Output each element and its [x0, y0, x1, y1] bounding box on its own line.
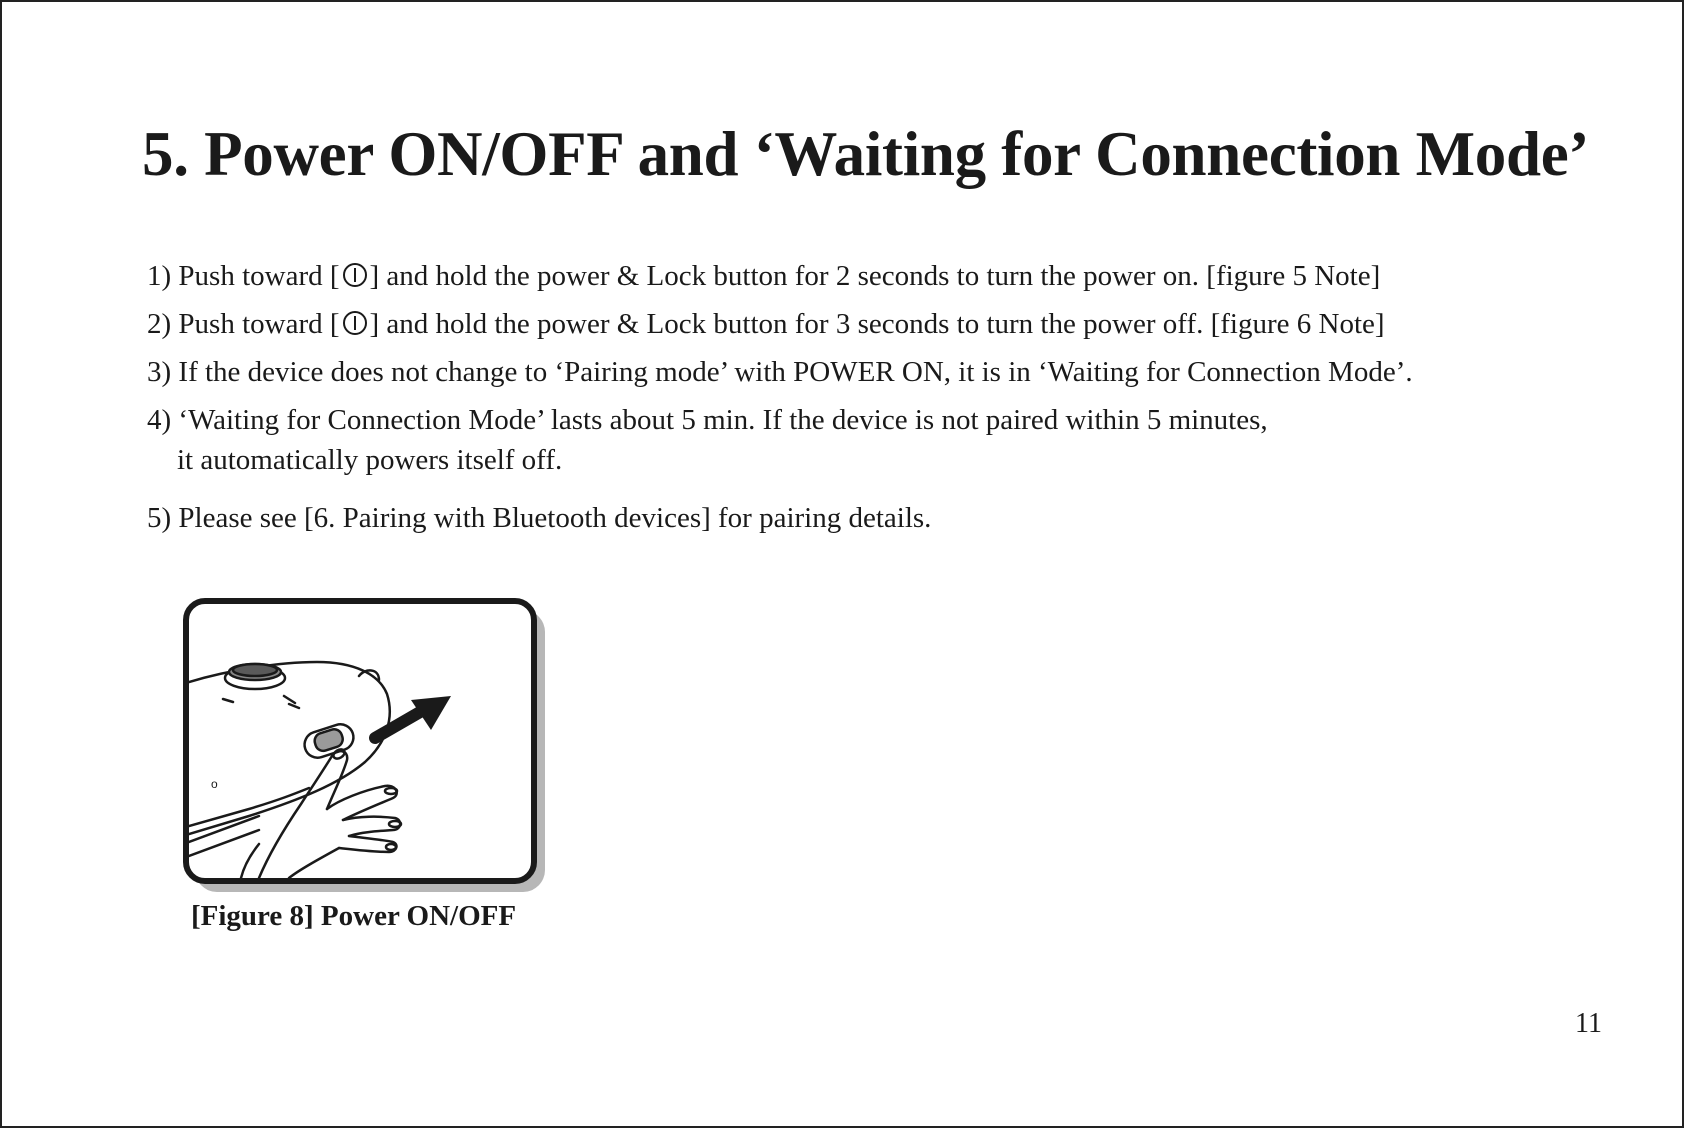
power-icon — [343, 263, 367, 287]
hand-pressing-power-lock-button-illustration — [189, 604, 531, 878]
instruction-step-4-continuation: it automatically powers itself off. — [177, 444, 563, 476]
instruction-step-1 — [147, 256, 1380, 296]
step-1-lead: 1) Push toward [ — [147, 260, 340, 292]
page-number: 11 — [1575, 1008, 1602, 1039]
instruction-step-5: 5) Please see [6. Pairing with Bluetooth devices] for pairing details. — [147, 502, 932, 534]
power-icon — [343, 311, 367, 335]
step-2-lead: 2) Push toward [ — [147, 308, 340, 340]
figure-caption: [Figure 8] Power ON/OFF — [191, 900, 517, 932]
section-title: 5. Power ON/OFF and ‘Waiting for Connection Mode’ — [142, 119, 1590, 189]
instruction-step-4: 4) ‘Waiting for Connection Mode’ lasts about 5 min. If the device is not paired within 5 minutes, — [147, 404, 1268, 436]
figure-frame — [183, 598, 537, 884]
instruction-step-3: 3) If the device does not change to ‘Pairing mode’ with POWER ON, it is in ‘Waiting for Connection Mode’. — [147, 356, 1413, 388]
svg-text:o: o — [211, 777, 218, 791]
instruction-step-2 — [147, 304, 1385, 344]
figure-8 — [183, 598, 537, 884]
step-2-rest: ] and hold the power & Lock button for 3 seconds to turn the power off. [figure 6 Note] — [369, 308, 1385, 340]
step-1-rest: ] and hold the power & Lock button for 2 seconds to turn the power on. [figure 5 Note] — [369, 260, 1381, 292]
